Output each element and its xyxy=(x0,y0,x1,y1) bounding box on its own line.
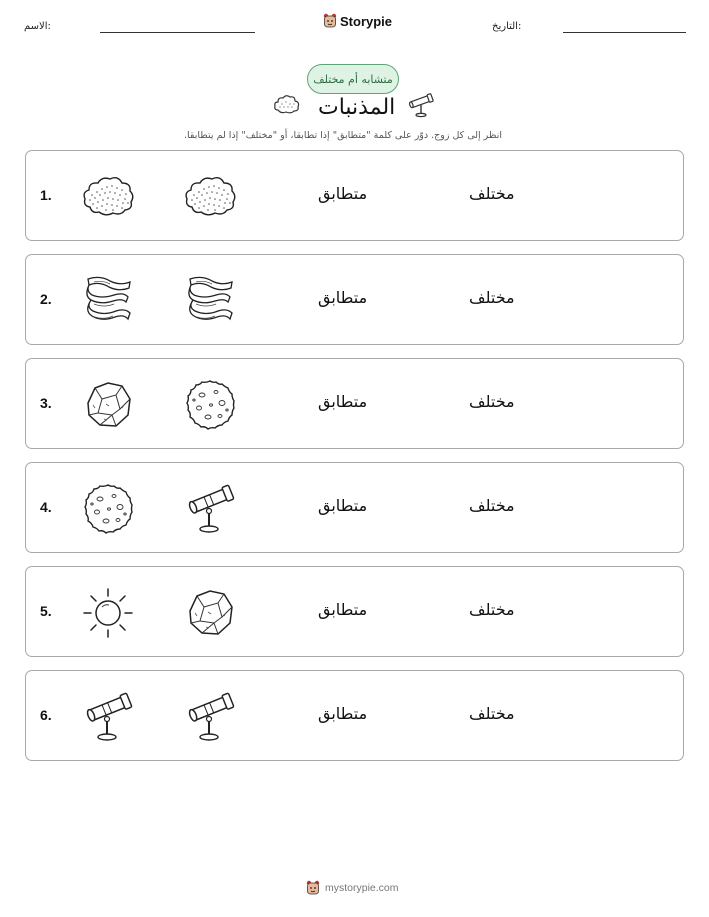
rock-icon xyxy=(182,585,238,641)
pair-row-2 xyxy=(25,254,684,345)
different-option[interactable]: مختلف xyxy=(469,496,515,515)
storypie-mascot-icon xyxy=(306,880,320,896)
row-number: 1. xyxy=(40,187,52,203)
page-title: المذنبات xyxy=(318,95,396,120)
moon-icon xyxy=(182,377,238,433)
row-number: 3. xyxy=(40,395,52,411)
pair-row-4 xyxy=(25,462,684,553)
cloud-icon xyxy=(273,94,301,116)
different-option[interactable]: مختلف xyxy=(469,600,515,619)
brand-name: Storypie xyxy=(340,13,393,29)
pair-row-5 xyxy=(25,566,684,657)
row-number: 2. xyxy=(40,291,52,307)
different-option[interactable]: مختلف xyxy=(469,184,515,203)
same-option[interactable]: متطابق xyxy=(318,600,368,619)
date-label: التاريخ: xyxy=(492,21,522,32)
same-option[interactable]: متطابق xyxy=(318,704,368,723)
rock-icon xyxy=(80,377,136,433)
sun-icon xyxy=(80,585,136,641)
row-number: 6. xyxy=(40,707,52,723)
telescope-icon xyxy=(408,92,436,118)
brand-logo xyxy=(323,13,392,29)
cloud-icon xyxy=(182,169,238,225)
same-option[interactable]: متطابق xyxy=(318,184,368,203)
storypie-mascot-icon xyxy=(323,13,337,29)
footer-site-link[interactable]: mystorypie.com xyxy=(325,882,399,894)
row-number: 4. xyxy=(40,499,52,515)
pair-row-1 xyxy=(25,150,684,241)
row-number: 5. xyxy=(40,603,52,619)
telescope-icon xyxy=(182,481,238,537)
name-line[interactable] xyxy=(100,32,255,33)
comet-tail-icon xyxy=(80,273,136,329)
same-option[interactable]: متطابق xyxy=(318,392,368,411)
telescope-icon xyxy=(182,689,238,745)
instructions: انظر إلى كل زوج. دوّر على كلمة "متطابق" إذا تطابقا، أو "مختلف" إذا لم يتطابقا. xyxy=(183,130,502,141)
worksheet-type-badge: متشابه أم مختلف xyxy=(307,64,399,94)
pair-row-6 xyxy=(25,670,684,761)
different-option[interactable]: مختلف xyxy=(469,392,515,411)
same-option[interactable]: متطابق xyxy=(318,496,368,515)
different-option[interactable]: مختلف xyxy=(469,704,515,723)
same-option[interactable]: متطابق xyxy=(318,288,368,307)
cloud-icon xyxy=(80,169,136,225)
name-label: الاسم: xyxy=(24,21,51,32)
telescope-icon xyxy=(80,689,136,745)
pair-row-3 xyxy=(25,358,684,449)
date-line[interactable] xyxy=(563,32,686,33)
different-option[interactable]: مختلف xyxy=(469,288,515,307)
comet-tail-icon xyxy=(182,273,238,329)
moon-icon xyxy=(80,481,136,537)
footer xyxy=(306,880,399,896)
